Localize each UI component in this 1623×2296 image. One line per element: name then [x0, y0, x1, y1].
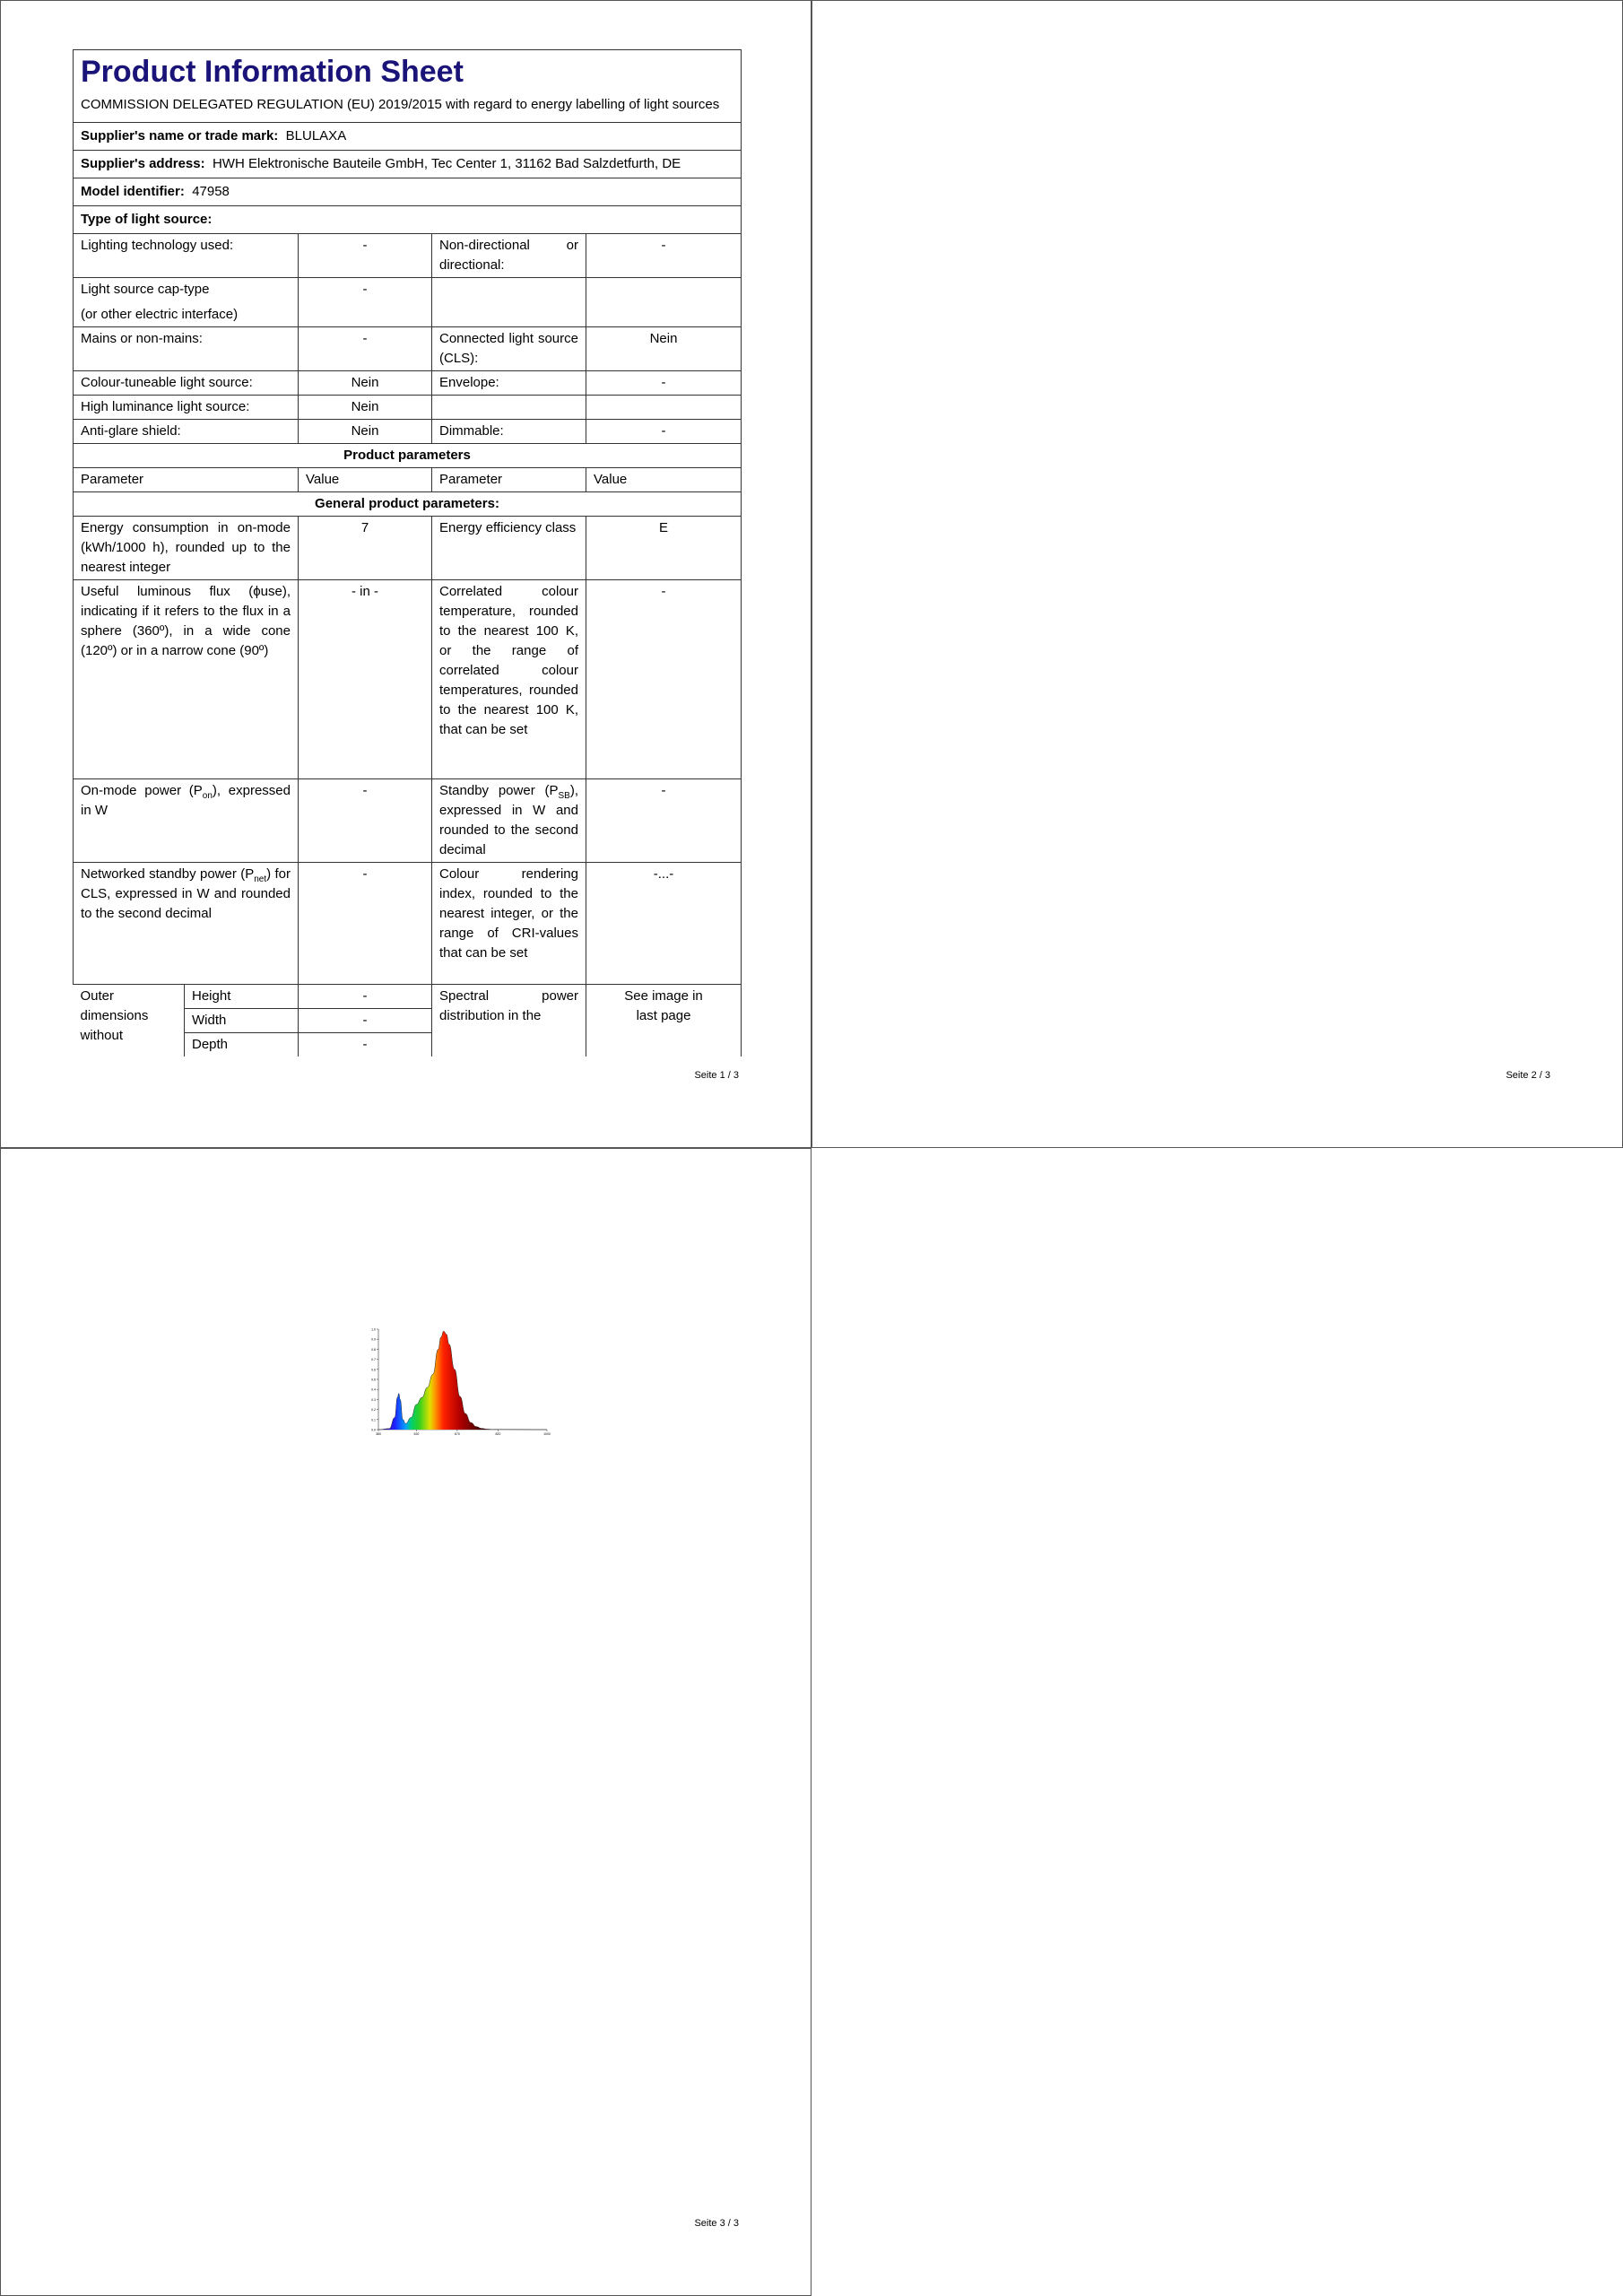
- y-tick-label: 0.0: [371, 1428, 376, 1432]
- x-tick-label: 380: [376, 1432, 381, 1436]
- lighting-tech-row: [74, 234, 742, 278]
- y-tick-label: 1.0: [371, 1327, 376, 1332]
- width-label: Width: [185, 1009, 299, 1033]
- standby-label: [432, 779, 586, 863]
- antiglare-value: Nein: [299, 420, 432, 444]
- page-number: Seite 1 / 3: [694, 1070, 739, 1081]
- y-tick-label: 0.9: [371, 1337, 376, 1342]
- cap-value: -: [299, 278, 432, 327]
- high-luminance-value: Nein: [299, 396, 432, 420]
- flux-label: Useful luminous flux (ϕuse), indicating if it refers to the flux in a sphere (360º), in a wide cone (120º) or in a narrow cone (90º): [74, 580, 299, 779]
- onmode-value: -: [299, 779, 432, 863]
- colour-tuneable-label: Colour-tuneable light source:: [74, 371, 299, 396]
- standby-value: -: [586, 779, 742, 863]
- lighting-tech-value: -: [299, 234, 432, 278]
- cap-row: [74, 278, 742, 327]
- page-2: [812, 0, 1623, 1148]
- column-header-value: Value: [586, 468, 742, 492]
- cct-value: -: [586, 580, 742, 779]
- column-header-row: [74, 468, 742, 492]
- efficiency-label: Energy efficiency class: [432, 517, 586, 580]
- directional-value: -: [586, 234, 742, 278]
- depth-value: -: [299, 1033, 432, 1057]
- high-luminance-label: High luminance light source:: [74, 396, 299, 420]
- colour-tuneable-value: Nein: [299, 371, 432, 396]
- title-row: [74, 50, 742, 94]
- column-header-parameter: Parameter: [74, 468, 299, 492]
- page-3: [0, 1148, 812, 2296]
- height-value: -: [299, 985, 432, 1009]
- lighting-tech-label: Lighting technology used:: [74, 234, 299, 278]
- antiglare-row: [74, 420, 742, 444]
- spd-label: Spectral power distribution in the: [432, 985, 586, 1057]
- energy-row: [74, 517, 742, 580]
- onmode-row: [74, 779, 742, 863]
- y-tick-label: 0.5: [371, 1378, 376, 1382]
- high-luminance-row: [74, 396, 742, 420]
- onmode-label: [74, 779, 299, 863]
- networked-label-a: Networked standby power (P: [81, 866, 255, 882]
- empty-cell: [586, 396, 742, 420]
- spectrum-area: [378, 1329, 547, 1430]
- cap-label-line-2: (or other electric interface): [81, 307, 239, 322]
- y-tick-label: 0.4: [371, 1387, 376, 1392]
- height-row: [74, 985, 742, 1009]
- antiglare-label: Anti-glare shield:: [74, 420, 299, 444]
- standby-label-sub: SB: [558, 791, 570, 801]
- mains-label: Mains or non-mains:: [74, 327, 299, 371]
- page-number: Seite 2 / 3: [1506, 1070, 1550, 1081]
- y-tick-label: 0.8: [371, 1347, 376, 1352]
- cct-label: Correlated colour temperature, rounded to the nearest 100 K, or the range of correlated colour temperatures, rounded to the nearest 100 K, that can be set: [432, 580, 586, 779]
- standby-label-a: Standby power (P: [439, 783, 559, 798]
- networked-row: [74, 863, 742, 985]
- spectral-power-distribution-chart: [359, 1322, 556, 1448]
- x-tick-label: 520: [413, 1432, 420, 1436]
- energy-value: 7: [299, 517, 432, 580]
- spd-value: See image in last page: [586, 985, 742, 1057]
- product-info-table: [73, 49, 742, 1057]
- empty-cell: [432, 396, 586, 420]
- x-tick-label: 670: [455, 1432, 460, 1436]
- energy-label: Energy consumption in on-mode (kWh/1000 h), rounded up to the nearest integer: [74, 517, 299, 580]
- mains-value: -: [299, 327, 432, 371]
- model-label: Model identifier:: [81, 184, 185, 199]
- dimmable-label: Dimmable:: [432, 420, 586, 444]
- onmode-label-b: ), expressed in W: [81, 783, 291, 818]
- networked-label-b: ) for CLS, expressed in W and rounded to the second decimal: [81, 866, 291, 921]
- cap-label-line-1: Light source cap-type: [81, 282, 210, 297]
- width-value: -: [299, 1009, 432, 1033]
- empty-cell: [586, 278, 742, 327]
- regulation-row: [74, 93, 742, 123]
- supplier-name-label: Supplier's name or trade mark:: [81, 128, 279, 144]
- supplier-address-value: HWH Elektronische Bauteile GmbH, Tec Center 1, 31162 Bad Salzdetfurth, DE: [212, 156, 681, 171]
- regulation-text: COMMISSION DELEGATED REGULATION (EU) 2019/2015 with regard to energy labelling of light sources: [74, 93, 742, 123]
- model-row: [74, 178, 742, 206]
- cls-value: Nein: [586, 327, 742, 371]
- column-header-parameter: Parameter: [432, 468, 586, 492]
- mains-row: [74, 327, 742, 371]
- product-params-header: Product parameters: [74, 444, 742, 468]
- x-tick-label: 1000: [543, 1432, 551, 1436]
- networked-label-sub: net: [254, 874, 267, 884]
- colour-tuneable-row: [74, 371, 742, 396]
- networked-label: [74, 863, 299, 985]
- efficiency-value: E: [586, 517, 742, 580]
- page-1: [0, 0, 812, 1148]
- y-tick-label: 0.7: [371, 1358, 376, 1362]
- networked-value: -: [299, 863, 432, 985]
- supplier-name-row: [74, 123, 742, 151]
- cri-label: Colour rendering index, rounded to the nearest integer, or the range of CRI-values that can be set: [432, 863, 586, 985]
- flux-value: - in -: [299, 580, 432, 779]
- product-params-header-row: [74, 444, 742, 468]
- cri-value: -...-: [586, 863, 742, 985]
- general-header-row: [74, 492, 742, 517]
- standby-label-b: ), expressed in W and rounded to the second decimal: [439, 783, 578, 857]
- empty-cell: [432, 278, 586, 327]
- page-number: Seite 3 / 3: [694, 2218, 739, 2229]
- onmode-label-a: On-mode power (P: [81, 783, 203, 798]
- supplier-address-row: [74, 151, 742, 178]
- dimmable-value: -: [586, 420, 742, 444]
- y-tick-label: 0.1: [371, 1418, 376, 1422]
- outer-dimensions-label: Outer dimensions without: [74, 985, 185, 1057]
- y-tick-label: 0.2: [371, 1408, 376, 1413]
- directional-label: Non-directional or directional:: [432, 234, 586, 278]
- type-header: Type of light source:: [74, 206, 742, 234]
- supplier-name-value: BLULAXA: [285, 128, 347, 144]
- cls-label: Connected light source (CLS):: [432, 327, 586, 371]
- column-header-value: Value: [299, 468, 432, 492]
- general-header: General product parameters:: [74, 492, 742, 517]
- envelope-label: Envelope:: [432, 371, 586, 396]
- y-tick-label: 0.6: [371, 1368, 376, 1372]
- model-value: 47958: [192, 184, 230, 199]
- supplier-address-label: Supplier's address:: [81, 156, 205, 171]
- page-title: Product Information Sheet: [81, 55, 464, 89]
- depth-label: Depth: [185, 1033, 299, 1057]
- type-header-row: [74, 206, 742, 234]
- height-label: Height: [185, 985, 299, 1009]
- flux-row: [74, 580, 742, 779]
- y-tick-label: 0.3: [371, 1397, 376, 1402]
- envelope-value: -: [586, 371, 742, 396]
- x-tick-label: 820: [495, 1432, 501, 1436]
- onmode-label-sub: on: [202, 791, 213, 801]
